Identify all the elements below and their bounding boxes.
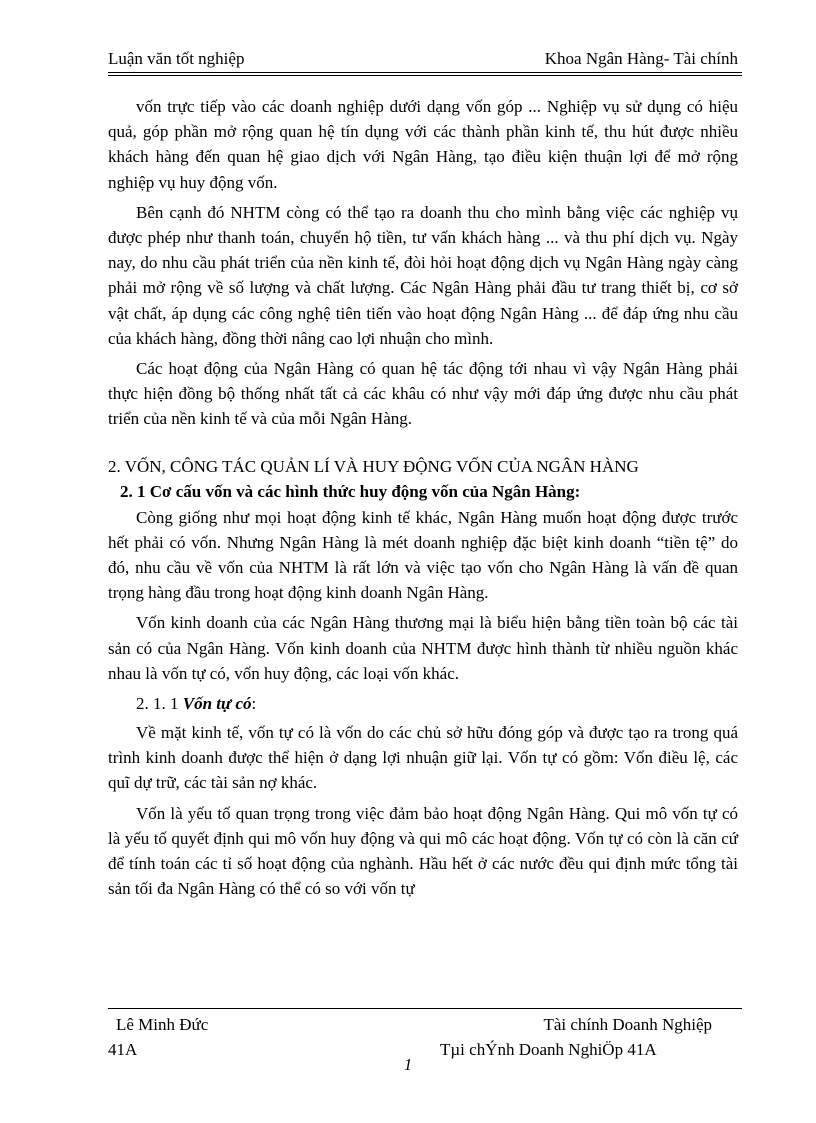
footer-class: 41A <box>108 1040 138 1059</box>
paragraph: Vốn kinh doanh của các Ngân Hàng thương mại là biểu hiện bằng tiền toàn bộ các tài sản có của Ngân Hàng. Vốn kinh doanh của NHTM được hình thành từ nhiều nguồn khác nhau là vốn tự có, vốn huy động, các loại vốn khác. <box>108 613 738 683</box>
footer-department: Tài chính Doanh Nghiệp <box>543 1015 712 1034</box>
footer-department-garbled: Tµi chÝnh Doanh NghiÖp 41A <box>440 1040 657 1059</box>
paragraph: Về mặt kinh tế, vốn tự có là vốn do các chủ sở hữu đóng góp và được tạo ra trong quá trình kinh doanh được thể hiện ở dạng lợi nhuận giữ lại. Vốn tự có gồm: Vốn điều lệ, các quĩ dự trữ, các tài sản nợ khác. <box>108 723 738 793</box>
footer-rule <box>108 1008 742 1009</box>
header-double-rule <box>108 72 742 76</box>
heading-number: 2. 1. 1 <box>136 694 183 714</box>
section-heading: 2. VỐN, CÔNG TÁC QUẢN LÍ VÀ HUY ĐỘNG VỐN CỦA NGÂN HÀNG <box>108 456 639 476</box>
page-header <box>108 48 738 70</box>
paragraph: Vốn là yếu tố quan trọng trong việc đảm bảo hoạt động Ngân Hàng. Qui mô vốn tự có là yếu tố quyết định qui mô vốn huy động và qui mô các hoạt động. Vốn tự có còn là căn cứ để tính toán các tỉ số hoạt động của nghành. Hầu hết ở các nước đều qui định mức tổng tài sản tối đa Ngân Hàng có thể có so với vốn tự <box>108 803 738 899</box>
heading-term: Vốn tự có <box>182 694 252 714</box>
paragraph: Bên cạnh đó NHTM còng có thể tạo ra doanh thu cho mình bằng việc các nghiệp vụ được phép như thanh toán, chuyển hộ tiền, tư vấn khách hàng ... và thu phí dịch vụ. Ngày nay, do nhu cầu phát triển của nền kinh tế, đòi hỏi hoạt động dịch vụ Ngân Hàng ngày càng phải mở rộng về số lượng và chất lượng. Các Ngân Hàng phải đầu tư trang thiết bị, cơ sở vật chất, áp dụng các công nghệ tiên tiến vào hoạt động Ngân Hàng ... để đáp ứng nhu cầu của khách hàng, đồng thời nâng cao lợi nhuận cho mình. <box>108 202 738 348</box>
paragraph: vốn trực tiếp vào các doanh nghiệp dưới dạng vốn góp ... Nghiệp vụ sử dụng có hiệu quả, góp phần mở rộng quan hệ tín dụng với các thành phần kinh tế, thu hút được nhiều khách hàng đến quan hệ giao dịch với Ngân Hàng, tạo điều kiện thuận lợi để mở rộng nghiệp vụ huy động vốn. <box>108 97 738 192</box>
header-left-title: Luận văn tốt nghiệp <box>108 49 245 68</box>
heading-suffix: : <box>251 694 257 714</box>
document-body <box>108 94 738 906</box>
subsubsection-heading <box>108 691 738 716</box>
subsection-heading: 2. 1 Cơ cấu vốn và các hình thức huy động vốn của Ngân Hàng: <box>120 481 581 501</box>
footer-author-name: Lê Minh Đức <box>116 1015 209 1034</box>
header-right-title: Khoa Ngân Hàng- Tài chính <box>544 49 738 68</box>
paragraph: Còng giống như mọi hoạt động kinh tế khác, Ngân Hàng muốn hoạt động được trước hết phải có vốn. Nhưng Ngân Hàng là mét doanh nghiệp đặc biệt kinh doanh “tiền tệ” do đó, nhu cầu về vốn của NHTM là rất lớn và việc tạo vốn cho Ngân Hàng là vấn đề quan trọng hàng đầu trong hoạt động kinh doanh Ngân Hàng. <box>108 507 738 603</box>
page-number: 1 <box>403 1055 413 1074</box>
paragraph: Các hoạt động của Ngân Hàng có quan hệ tác động tới nhau vì vậy Ngân Hàng phải thực hiện đồng bộ thống nhất tất cả các khâu có như vậy mới đáp ứng được nhu cầu phát triển của nền kinh tế và của mỗi Ngân Hàng. <box>108 359 738 429</box>
